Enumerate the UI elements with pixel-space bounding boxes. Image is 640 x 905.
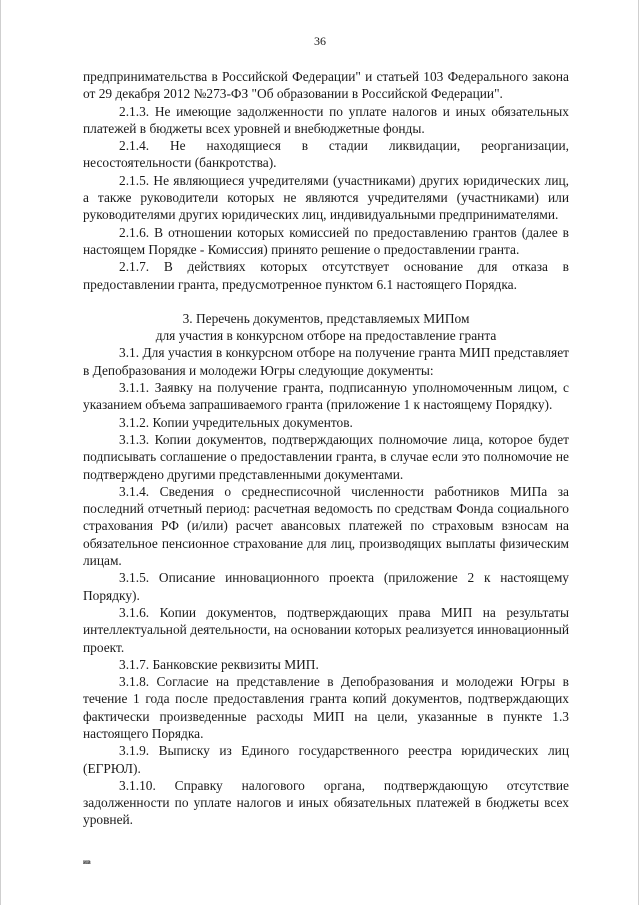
document-body: [83, 68, 569, 829]
paragraphs-after-section: [83, 344, 569, 828]
paragraph: 3.1.4. Сведения о среднесписочной численности работников МИПа за последний отчетный период: расчетная ведомость по средствам Фонда социального страхования РФ (и/или) расчет авансовых платежей по страховым взносам на обязательное пенсионное страхование для лиц, производящих выплаты физическим лицам.: [83, 483, 569, 569]
paragraph: 3.1.8. Согласие на представление в Депобразования и молодежи Югры в течение 1 года после предоставления гранта копий документов, подтверждающих фактически произведенные расходы МИП на цели, указанные в пункте 1.3 настоящего Порядка.: [83, 674, 569, 741]
section-heading: [83, 310, 569, 345]
paragraph: 3.1.9. Выписку из Единого государственного реестра юридических лиц (ЕГРЮЛ).: [83, 743, 569, 776]
paragraph: 3.1.3. Копии документов, подтверждающих полномочие лица, которое будет подписывать соглашение о предоставлении гранта, в случае если это полномочие не подтверждено другими представленными документами.: [83, 431, 569, 482]
paragraph: предпринимательства в Российской Федерации" и статьей 103 Федерального закона от 29 декабря 2012 №273-ФЗ "Об образовании в Российской Федерации".: [83, 69, 569, 102]
footer-mark: ив: [83, 858, 91, 866]
paragraph: 2.1.5. Не являющиеся учредителями (участниками) других юридических лиц, а также руководители которых не являются учредителями (участниками) или руководителями других юридических лиц, индивидуальными предпринимателями.: [83, 172, 569, 223]
paragraph: 3.1.10. Справку налогового органа, подтверждающую отсутствие задолженности по уплате налогов и иных обязательных платежей в бюджеты всех уровней.: [83, 777, 569, 828]
paragraph: 2.1.3. Не имеющие задолженности по уплате налогов и иных обязательных платежей в бюджеты всех уровней и внебюджетные фонды.: [83, 103, 569, 136]
paragraph: 3.1.7. Банковские реквизиты МИП.: [119, 656, 319, 672]
page-number: 36: [314, 34, 326, 48]
paragraph: 2.1.7. В действиях которых отсутствует основание для отказа в предоставлении гранта, предусмотренное пунктом 6.1 настоящего Порядка.: [83, 259, 569, 292]
paragraph: 2.1.4. Не находящиеся в стадии ликвидации, реорганизации, несостоятельности (банкротства).: [83, 138, 569, 171]
scan-right-edge: [638, 0, 639, 905]
paragraph: 3.1.1. Заявку на получение гранта, подписанную уполномоченным лицом, с указанием объема запрашиваемого гранта (приложение 1 к настоящему Порядку).: [83, 380, 569, 413]
paragraphs-before-section: [83, 68, 569, 293]
section-heading-line-2: для участия в конкурсном отборе на предоставление гранта: [155, 328, 497, 344]
paragraph: 3.1. Для участия в конкурсном отборе на получение гранта МИП представляет в Депобразования и молодежи Югры следующие документы:: [83, 345, 569, 378]
paragraph: 3.1.5. Описание инновационного проекта (приложение 2 к настоящему Порядку).: [83, 570, 569, 603]
paragraph: 2.1.6. В отношении которых комиссией по предоставлению грантов (далее в настоящем Порядке - Комиссия) принято решение о предоставлении гранта.: [83, 224, 569, 257]
spacer: [83, 293, 569, 310]
paragraph: 3.1.2. Копии учредительных документов.: [119, 414, 353, 430]
section-heading-line-1: 3. Перечень документов, представляемых МИПом: [182, 310, 470, 326]
scan-left-edge: [0, 0, 1, 905]
paragraph: 3.1.6. Копии документов, подтверждающих права МИП на результаты интеллектуальной деятельности, на основании которых реализуется инновационный проект.: [83, 604, 569, 655]
